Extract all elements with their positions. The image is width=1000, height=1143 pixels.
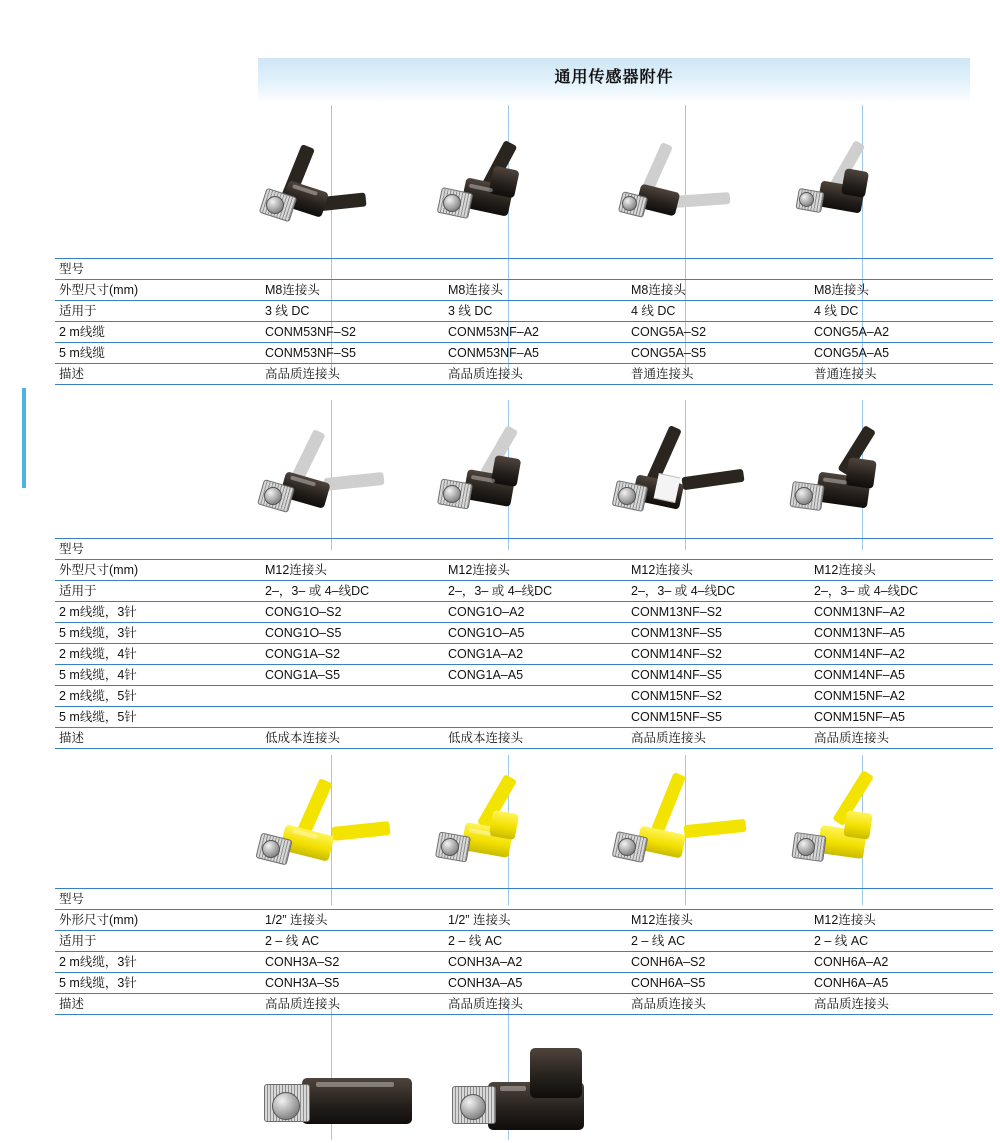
cell: CONG1A–S5 [261,665,444,686]
cell: 高品质连接头 [444,994,627,1015]
row-label: 5 m线缆，3针 [55,623,261,644]
cell: CONG1A–A5 [444,665,627,686]
row-label: 描述 [55,994,261,1015]
cell: 高品质连接头 [810,994,993,1015]
cell: CONM14NF–S2 [627,644,810,665]
row-label: 2 m线缆，5针 [55,686,261,707]
cell: CONM15NF–S2 [627,686,810,707]
cell: CONM13NF–S2 [627,602,810,623]
cell: CONM53NF–A2 [444,322,627,343]
cell: CONG1O–S2 [261,602,444,623]
table-row [55,322,993,343]
cell: 2 – 线 AC [810,931,993,952]
cell: CONG1A–S2 [261,644,444,665]
row-label: 描述 [55,728,261,749]
cell: CONM14NF–A5 [810,665,993,686]
cell: CONH6A–A5 [810,973,993,994]
table-row [55,931,993,952]
photo-angled-m12-yellow-cable-connector [789,778,939,888]
cell [261,259,444,280]
photo-straight-m12-black-cable-connector [612,425,762,535]
row-label: 适用于 [55,931,261,952]
photo-straight-half-inch-yellow-cable-connector [258,778,408,888]
table-row [55,280,993,301]
cell: 2–，3– 或 4–线DC [627,581,810,602]
cell: 低成本连接头 [261,728,444,749]
photo-angled-m8-gray-cable-connector [789,140,939,250]
cell: CONM53NF–A5 [444,343,627,364]
cell: CONH3A–S2 [261,952,444,973]
spec-table-m12dc-section [55,538,963,749]
cell: CONM14NF–S5 [627,665,810,686]
cell: CONM13NF–S5 [627,623,810,644]
cell: 2 – 线 AC [627,931,810,952]
cell: CONM13NF–A2 [810,602,993,623]
cell: CONG1O–A2 [444,602,627,623]
cell: M8连接头 [627,280,810,301]
cell: 高品质连接头 [444,364,627,385]
row-label: 描述 [55,364,261,385]
row-label: 2 m线缆，4针 [55,644,261,665]
table-row [55,259,993,280]
cell [444,686,627,707]
cell: CONG5A–S5 [627,343,810,364]
cell [261,707,444,728]
cell [627,889,810,910]
row-label: 适用于 [55,301,261,322]
table-row [55,560,993,581]
cell: 1/2” 连接头 [444,910,627,931]
cell: 高品质连接头 [627,994,810,1015]
photo-angled-field-wireable-connector [448,1048,608,1143]
table-row [55,973,993,994]
cell: CONH6A–S5 [627,973,810,994]
cell [627,539,810,560]
left-accent-bar [22,388,26,488]
spec-table-m8-section [55,258,963,385]
photo-straight-m8-gray-cable-connector [612,140,762,250]
cell: CONH3A–A5 [444,973,627,994]
table-row [55,301,993,322]
cell: M12连接头 [810,910,993,931]
cell: 1/2” 连接头 [261,910,444,931]
cell: M12连接头 [261,560,444,581]
cell [810,259,993,280]
table-row [55,728,993,749]
cell: 高品质连接头 [261,364,444,385]
row-label: 型号 [55,259,261,280]
cell: 3 线 DC [444,301,627,322]
cell: CONG1A–A2 [444,644,627,665]
table-row [55,994,993,1015]
cell: M12连接头 [627,560,810,581]
cell: M8连接头 [810,280,993,301]
cell: CONG5A–S2 [627,322,810,343]
photo-angled-m12-black-cable-connector [789,425,939,535]
cell: 2–，3– 或 4–线DC [810,581,993,602]
cell: CONM15NF–A5 [810,707,993,728]
cell: CONG1O–A5 [444,623,627,644]
table-row [55,343,993,364]
table-row [55,910,993,931]
photo-angled-m12-gray-cable-connector [435,425,585,535]
cell: CONH3A–S5 [261,973,444,994]
cell: 普通连接头 [810,364,993,385]
spec-table-ac-section [55,888,963,1015]
row-label: 外型尺寸(mm) [55,280,261,301]
row-label: 5 m线缆，4针 [55,665,261,686]
row-label: 适用于 [55,581,261,602]
table-row [55,364,993,385]
row-label: 型号 [55,889,261,910]
photo-straight-m8-black-cable-connector [258,140,408,250]
row-label: 外形尺寸(mm) [55,910,261,931]
cell: M12连接头 [627,910,810,931]
cell: M12连接头 [444,560,627,581]
row-label: 2 m线缆，3针 [55,952,261,973]
cell: CONM15NF–A2 [810,686,993,707]
photo-straight-field-wireable-connector [258,1062,428,1142]
table-row [55,623,993,644]
cell: 4 线 DC [627,301,810,322]
cell: CONM13NF–A5 [810,623,993,644]
cell: CONG5A–A5 [810,343,993,364]
cell: M8连接头 [444,280,627,301]
cell: 2 – 线 AC [444,931,627,952]
cell [444,259,627,280]
spec-table-m12dc [55,538,993,749]
cell: CONG1O–S5 [261,623,444,644]
cell: CONM15NF–S5 [627,707,810,728]
cell [627,259,810,280]
table-row [55,952,993,973]
photo-straight-m12-yellow-cable-connector [612,778,762,888]
table-row [55,644,993,665]
cell: M12连接头 [810,560,993,581]
cell: 2–，3– 或 4–线DC [261,581,444,602]
table-row [55,707,993,728]
table-row [55,889,993,910]
photo-angled-half-inch-yellow-cable-connector [435,778,585,888]
cell: 4 线 DC [810,301,993,322]
cell [810,539,993,560]
cell [261,539,444,560]
cell: CONH6A–A2 [810,952,993,973]
cell: CONH6A–S2 [627,952,810,973]
cell: 普通连接头 [627,364,810,385]
row-label: 5 m线缆，5针 [55,707,261,728]
cell [810,889,993,910]
spec-table-m8 [55,258,993,385]
cell: CONG5A–A2 [810,322,993,343]
cell: 高品质连接头 [261,994,444,1015]
table-row [55,665,993,686]
cell: 低成本连接头 [444,728,627,749]
row-label: 2 m线缆，3针 [55,602,261,623]
cell: 高品质连接头 [810,728,993,749]
cell: 2–，3– 或 4–线DC [444,581,627,602]
row-label: 5 m线缆 [55,343,261,364]
cell: CONM14NF–A2 [810,644,993,665]
table-row [55,686,993,707]
cell [444,707,627,728]
cell [261,889,444,910]
table-row [55,581,993,602]
cell [444,889,627,910]
cell: 2 – 线 AC [261,931,444,952]
cell: CONH3A–A2 [444,952,627,973]
page-title: 通用传感器附件 [554,69,674,86]
cell [261,686,444,707]
cell [444,539,627,560]
photo-angled-m8-black-cable-connector [435,140,585,250]
cell: M8连接头 [261,280,444,301]
cell: 高品质连接头 [627,728,810,749]
table-row [55,539,993,560]
cell: CONM53NF–S5 [261,343,444,364]
row-label: 型号 [55,539,261,560]
cell: 3 线 DC [261,301,444,322]
row-label: 5 m线缆，3针 [55,973,261,994]
row-label: 2 m线缆 [55,322,261,343]
table-row [55,602,993,623]
photo-straight-m12-gray-cable-connector [258,425,408,535]
spec-table-ac [55,888,993,1015]
cell: CONM53NF–S2 [261,322,444,343]
row-label: 外型尺寸(mm) [55,560,261,581]
